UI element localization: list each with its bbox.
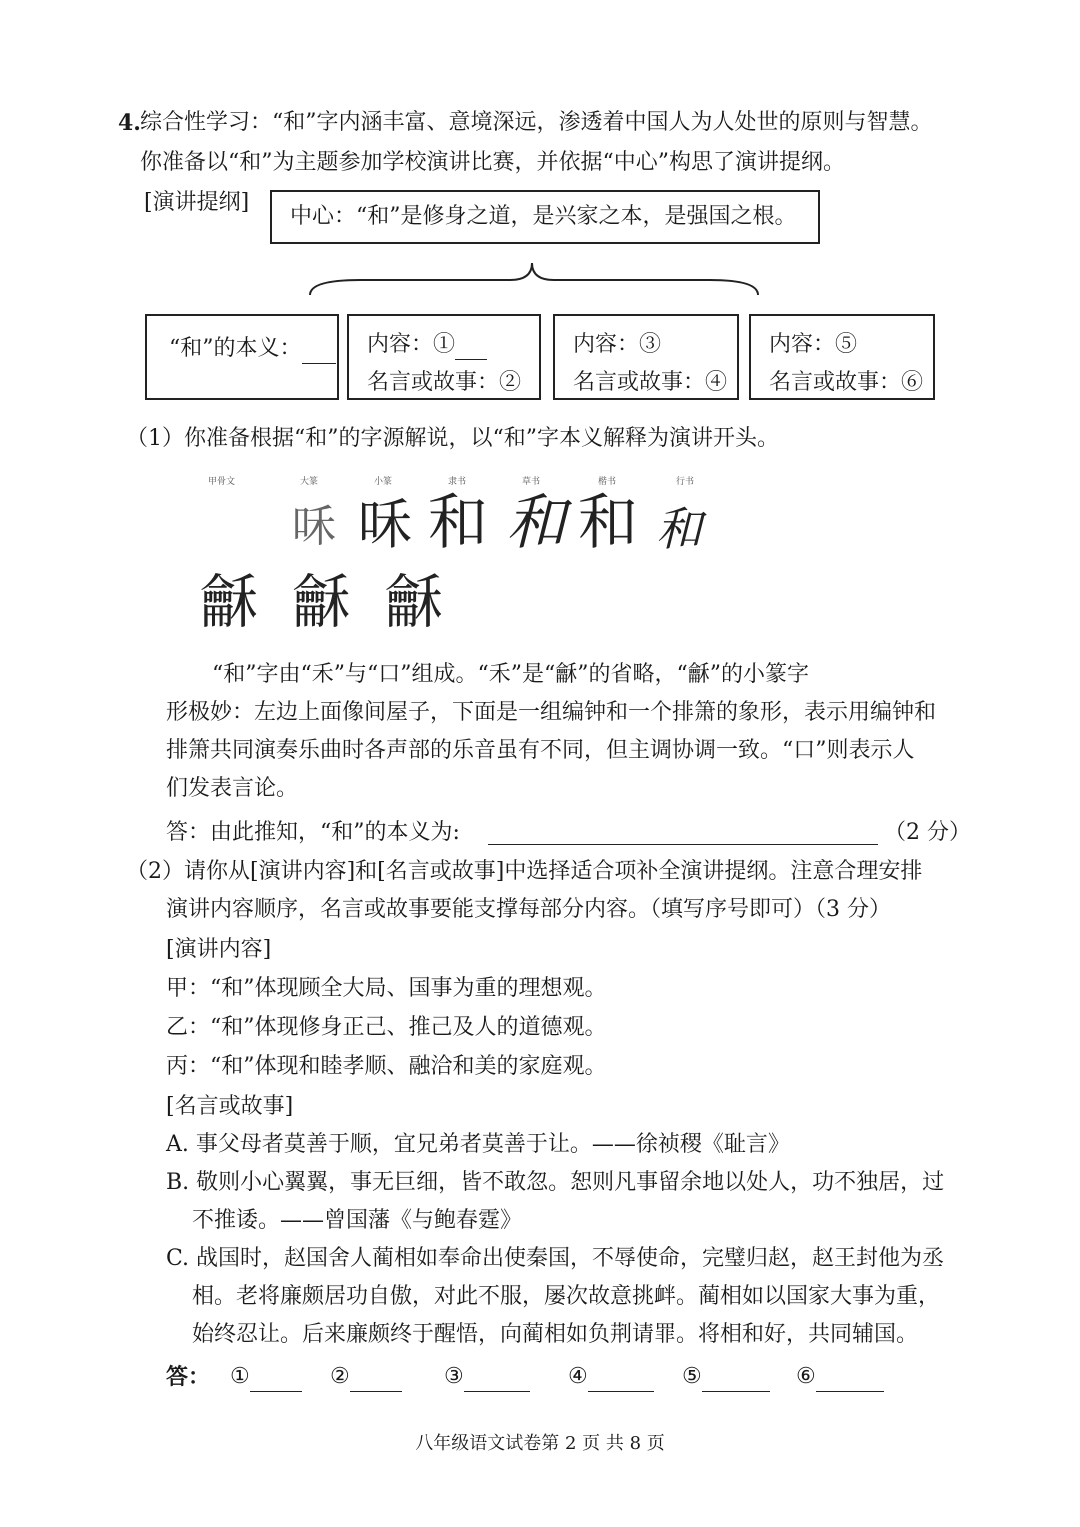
glyph-xingshu: 和 — [656, 502, 702, 556]
content-label: [演讲内容] — [166, 937, 272, 962]
outline-brace — [300, 255, 770, 305]
outline-center-text: 中心：“和”是修身之道，是兴家之本，是强国之根。 — [290, 204, 797, 229]
part1-prompt: （1）你准备根据“和”的字源解说，以“和”字本义解释为演讲开头。 — [126, 426, 779, 451]
script-label-xingshu: 行书 — [676, 477, 695, 487]
outline-center-box — [270, 190, 820, 244]
question-line-2: 你准备以“和”为主题参加学校演讲比赛，并依据“中心”构思了演讲提纲。 — [140, 150, 845, 175]
outline-box-meaning — [145, 314, 339, 400]
outline-box4-line1: 内容：⑤ — [769, 332, 858, 357]
glyph-dazhuan: 咊 — [358, 493, 412, 556]
part2-answer-label: 答： — [166, 1364, 211, 1390]
glyph-caoshu: 和 — [506, 488, 566, 558]
script-label-lishu: 隶书 — [448, 477, 467, 487]
outline-box-part1 — [347, 314, 541, 400]
part2-prompt-line-1: （2）请你从[演讲内容]和[名言或故事]中选择适合项补全演讲提纲。注意合理安排 — [126, 859, 923, 884]
part1-answer-prefix: 答：由此推知，“和”的本义为: — [166, 820, 460, 845]
answer-slot-4-label: ④ — [568, 1364, 588, 1389]
part1-para-line-3: 排箫共同演奏乐曲时各声部的乐音虽有不同，但主调协调一致。“口”则表示人 — [166, 738, 915, 763]
answer-slot-5-label: ⑤ — [682, 1364, 702, 1389]
outline-box1-text: “和”的本义： — [169, 336, 302, 361]
outline-box3-line2: 名言或故事：④ — [573, 370, 728, 395]
script-label-dazhuan: 大篆 — [300, 477, 319, 487]
story-label: [名言或故事] — [166, 1094, 294, 1119]
part1-score: （2 分） — [884, 820, 971, 845]
answer-slot-4-blank[interactable] — [588, 1369, 654, 1392]
glyph-kaishu: 和 — [578, 488, 638, 558]
outline-box2-line2: 名言或故事：② — [367, 370, 522, 395]
blank-1[interactable] — [455, 337, 487, 360]
part1-para-line-4: 们发表言论。 — [166, 776, 299, 801]
outline-box-part2 — [553, 314, 739, 400]
script-label-oracle: 甲骨文 — [208, 477, 236, 487]
story-b-line-1: B. 敬则小心翼翼，事无巨细，皆不敢忽。恕则凡事留余地以处人，功不独居，过 — [166, 1170, 945, 1195]
answer-slot-3-label: ③ — [444, 1364, 464, 1389]
outline-label: [演讲提纲] — [144, 190, 250, 215]
glyph-lishu: 和 — [428, 488, 488, 558]
story-b-line-2: 不推诿。——曾国藩《与鲍春霆》 — [192, 1208, 523, 1233]
page-footer: 八年级语文试卷第 2 页 共 8 页 — [415, 1433, 665, 1454]
answer-slot-1-blank[interactable] — [250, 1369, 302, 1392]
answer-slot-2-label: ② — [330, 1364, 350, 1389]
script-label-kaishu: 楷书 — [598, 477, 617, 487]
question-number: 4. — [118, 110, 141, 136]
story-c-line-3: 始终忍让。后来廉颇终于醒悟，向蔺相如负荆请罪。将相和好，共同辅国。 — [192, 1322, 919, 1347]
outline-box2-line1: 内容：① — [367, 332, 456, 357]
outline-box3-line1: 内容：③ — [573, 332, 662, 357]
answer-slot-1-label: ① — [230, 1364, 250, 1389]
answer-slot-6-blank[interactable] — [816, 1369, 884, 1392]
part1-para-line-1: “和”字由“禾”与“口”组成。“禾”是“龢”的省略，“龢”的小篆字 — [212, 662, 809, 687]
story-c-line-2: 相。老将廉颇居功自傲，对此不服，屡次故意挑衅。蔺相如以国家大事为重， — [192, 1284, 941, 1309]
script-label-xiaozhuan: 小篆 — [374, 477, 393, 487]
script-label-caoshu: 草书 — [522, 477, 541, 487]
content-yi: 乙：“和”体现修身正己、推己及人的道德观。 — [166, 1015, 607, 1040]
content-bing: 丙：“和”体现和睦孝顺、融洽和美的家庭观。 — [166, 1054, 607, 1079]
answer-slot-5-blank[interactable] — [702, 1369, 770, 1392]
outline-box-part3 — [749, 314, 935, 400]
question-line-1: 综合性学习：“和”字内涵丰富、意境深远，渗透着中国人为人处世的原则与智慧。 — [140, 110, 933, 135]
story-a: A. 事父母者莫善于顺，宜兄弟者莫善于让。——徐祯稷《耻言》 — [166, 1132, 790, 1157]
content-jia: 甲：“和”体现顾全大局、国事为重的理想观。 — [166, 976, 607, 1001]
answer-slot-2-blank[interactable] — [350, 1369, 402, 1392]
meaning-blank[interactable] — [302, 341, 336, 364]
glyph-oracle: 咊 — [292, 501, 336, 552]
part1-para-line-2: 形极妙：左边上面像间屋子，下面是一组编钟和一个排箫的象形，表示用编钟和 — [166, 700, 937, 725]
part1-answer-blank[interactable] — [488, 822, 878, 845]
story-c-line-1: C. 战国时，赵国舍人蔺相如奉命出使秦国，不辱使命，完璧归赵，赵王封他为丞 — [166, 1246, 945, 1271]
part2-prompt-line-2: 演讲内容顺序，名言或故事要能支撑每部分内容。（填写序号即可）（3 分） — [166, 897, 891, 922]
answer-slot-6-label: ⑥ — [796, 1364, 816, 1389]
glyph-seal-row: 龢 龢 龢 — [200, 568, 451, 636]
answer-slot-3-blank[interactable] — [464, 1369, 530, 1392]
outline-box4-line2: 名言或故事：⑥ — [769, 370, 924, 395]
